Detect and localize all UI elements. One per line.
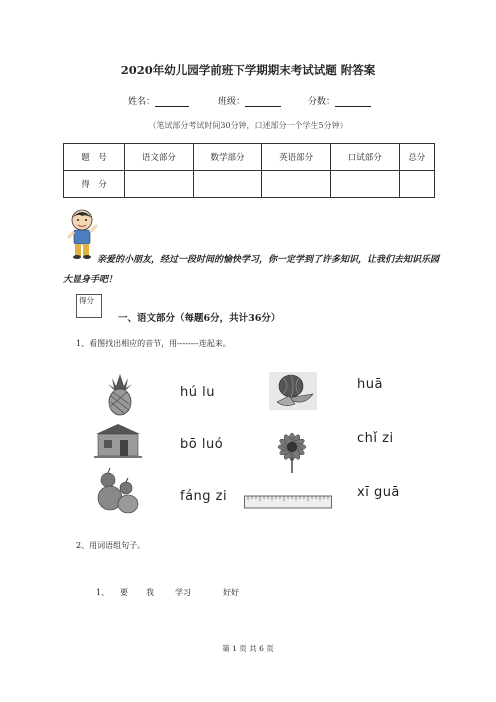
score-cell[interactable] <box>193 171 262 198</box>
word-card[interactable]: 我 <box>146 588 154 597</box>
pinyin-xi-gua[interactable]: xī guā <box>357 485 400 500</box>
name-blank <box>155 96 189 107</box>
pinyin-fang-zi[interactable]: fáng zi <box>180 489 228 504</box>
score-table-score-row <box>64 171 435 198</box>
flower-image <box>268 427 316 473</box>
watermelon-image <box>269 372 317 410</box>
score-field <box>308 94 371 107</box>
page-footer: 第 1 页 共 6 页 <box>222 644 274 653</box>
score-cell[interactable] <box>262 171 331 198</box>
pinyin-hua[interactable]: huā <box>357 377 383 392</box>
row-label-cell: 得 分 <box>64 171 125 198</box>
table-header-cell: 总分 <box>399 144 434 171</box>
house-image <box>94 424 142 458</box>
sentence-number: 1、 <box>96 588 110 597</box>
table-header-cell: 英语部分 <box>262 144 331 171</box>
word-card[interactable]: 要 <box>120 588 128 597</box>
gourd-image <box>94 466 140 514</box>
class-blank <box>245 96 281 107</box>
table-header-cell: 口试部分 <box>330 144 399 171</box>
question-1: 1、看图找出相应的音节，用--------连起来。 <box>76 339 231 348</box>
time-note: （笔试部分考试时间30分钟，口述部分一个学生5分钟） <box>148 121 348 130</box>
score-table <box>63 143 435 198</box>
page-title: 2020年幼儿园学前班下学期期末考试试题 附答案 <box>120 63 376 77</box>
table-header-cell: 语文部分 <box>125 144 194 171</box>
intro-text <box>63 250 443 290</box>
score-blank <box>335 96 371 107</box>
pineapple-image <box>100 372 140 416</box>
score-cell[interactable] <box>125 171 194 198</box>
pinyin-chi-zi[interactable]: chǐ zi <box>357 431 394 446</box>
score-label: 分数： <box>308 97 336 107</box>
score-cell[interactable] <box>399 171 434 198</box>
ruler-image <box>244 494 332 510</box>
score-box-label: 得分 <box>79 296 94 305</box>
name-field <box>128 94 189 107</box>
table-header-cell: 题 号 <box>64 144 125 171</box>
class-field <box>218 94 281 107</box>
question-2: 2、用词语组句子。 <box>76 541 146 550</box>
intro-text-content: 亲爱的小朋友，经过一段时间的愉快学习，你一定学到了许多知识，让我们去知识乐园大显身手吧！ <box>63 255 440 285</box>
section-title: 一、语文部分（每题6分，共计36分） <box>118 313 281 324</box>
class-label: 班级： <box>218 97 246 107</box>
word-card[interactable]: 学习 <box>175 588 191 597</box>
word-card[interactable]: 好好 <box>223 588 239 597</box>
pinyin-hu-lu[interactable]: hú lu <box>180 385 215 400</box>
name-label: 姓名： <box>128 97 156 107</box>
table-header-cell: 数学部分 <box>193 144 262 171</box>
pinyin-bo-luo[interactable]: bō luó <box>180 437 224 452</box>
score-table-header-row <box>64 144 435 171</box>
score-cell[interactable] <box>330 171 399 198</box>
score-box <box>76 294 102 318</box>
